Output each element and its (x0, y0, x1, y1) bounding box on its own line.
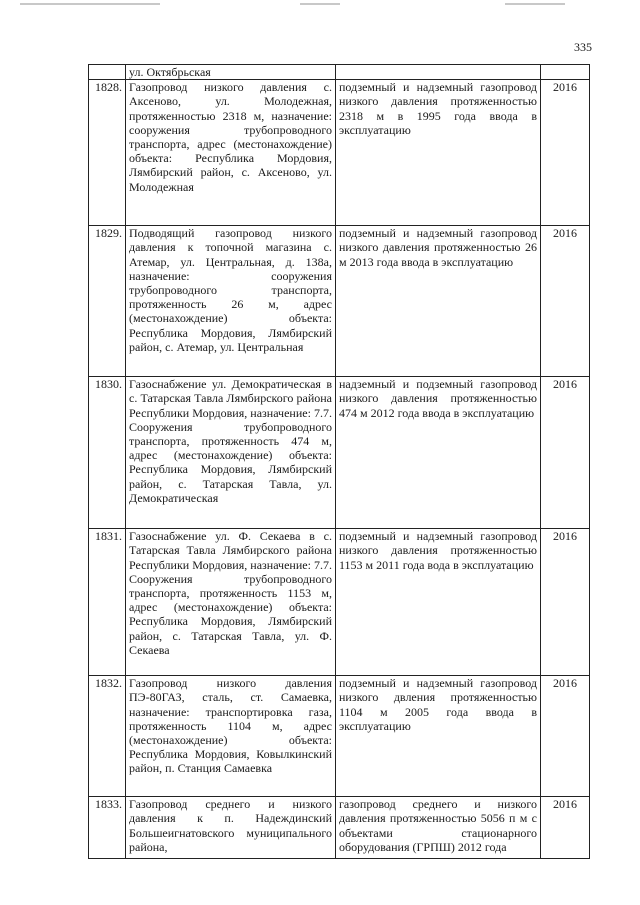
table-row (89, 676, 590, 797)
table-row (89, 80, 590, 226)
object-description: Газоснабжение ул. Демократическая в с. Татарская Тавла Лямбирского района Республики Мордовия, назначение: 7.7. Сооружения трубопроводного транспорта, протяженность 474 м, адрес (местонахождение) объекта: Республика Мордовия, Лямбирский район, с. Татарская Тавла, ул. Демократическая (126, 377, 336, 529)
row-number: 1830. (89, 377, 126, 529)
table-row (89, 226, 590, 377)
object-characteristics: подземный и надземный газопровод низкого давления протяженностью 26 м 2013 года ввода в эксплуатацию (336, 226, 541, 377)
row-number: 1829. (89, 226, 126, 377)
registry-table (88, 64, 590, 859)
table-row (89, 377, 590, 529)
table-row-continuation (89, 65, 590, 80)
object-description: Газопровод низкого давления с. Аксеново, ул. Молодежная, протяженностью 2318 м, назначение: сооружения трубопроводного транспорта, адрес (местонахождение) объекта: Республика Мордовия, Лямбирский район, с. Аксеново, ул. Молодежная (126, 80, 336, 226)
object-description: ул. Октябрьская (126, 65, 336, 80)
object-description: Газоснабжение ул. Ф. Секаева в с. Татарская Тавла Лямбирского района Республики Мордовия, назначение: 7.7. Сооружения трубопроводного транспорта, протяженность 1153 м, адрес (местонахождение) объекта: Республика Мордовия, Лямбирский район, с. Татарская Тавла, ул. Ф. Секаева (126, 529, 336, 676)
page-number: 335 (574, 40, 592, 54)
year-cell: 2016 (541, 80, 590, 226)
object-characteristics: подземный и надземный газопровод низкого давления протяженностью 2318 м в 1995 года ввода в эксплуатацию (336, 80, 541, 226)
table-row (89, 529, 590, 676)
object-description: Подводящий газопровод низкого давления к топочной магазина с. Атемар, ул. Центральная, д. 138а, назначение: сооружения трубопроводного транспорта, протяженность 26 м, адрес (местонахождение) объекта: Республика Мордовия, Лямбирский район, с. Атемар, ул. Центральная (126, 226, 336, 377)
scan-artifact-middle (300, 3, 340, 5)
year-cell: 2016 (541, 377, 590, 529)
row-number (89, 65, 126, 80)
row-number: 1828. (89, 80, 126, 226)
row-number: 1832. (89, 676, 126, 797)
scan-artifact-left (20, 3, 160, 5)
row-number: 1831. (89, 529, 126, 676)
year-cell: 2016 (541, 226, 590, 377)
object-description: Газопровод среднего и низкого давления к п. Надеждинский Большеигнатовского муниципального района, (126, 797, 336, 859)
object-characteristics: подземный и надземный газопровод низкого давления протяженностью 1153 м 2011 года вода в эксплуатацию (336, 529, 541, 676)
object-characteristics (336, 65, 541, 80)
object-description: Газопровод низкого давления ПЭ-80ГАЗ, сталь, ст. Самаевка, назначение: транспортировка газа, протяженность 1104 м, адрес (местонахождение) объекта: Республика Мордовия, Ковылкинский район, п. Станция Самаевка (126, 676, 336, 797)
scan-artifact-right (505, 3, 565, 5)
object-characteristics: надземный и подземный газопровод низкого давления протяженностью 474 м 2012 года ввода в эксплуатацию (336, 377, 541, 529)
object-characteristics: газопровод среднего и низкого давления протяженностью 5056 п м с объектами стационарного оборудования (ГРПШ) 2012 года (336, 797, 541, 859)
object-characteristics: подземный и надземный газопровод низкого двления протяженностью 1104 м 2005 года ввода в эксплуатацию (336, 676, 541, 797)
table-row (89, 797, 590, 859)
year-cell: 2016 (541, 797, 590, 859)
year-cell: 2016 (541, 676, 590, 797)
row-number: 1833. (89, 797, 126, 859)
year-cell: 2016 (541, 529, 590, 676)
year-cell (541, 65, 590, 80)
